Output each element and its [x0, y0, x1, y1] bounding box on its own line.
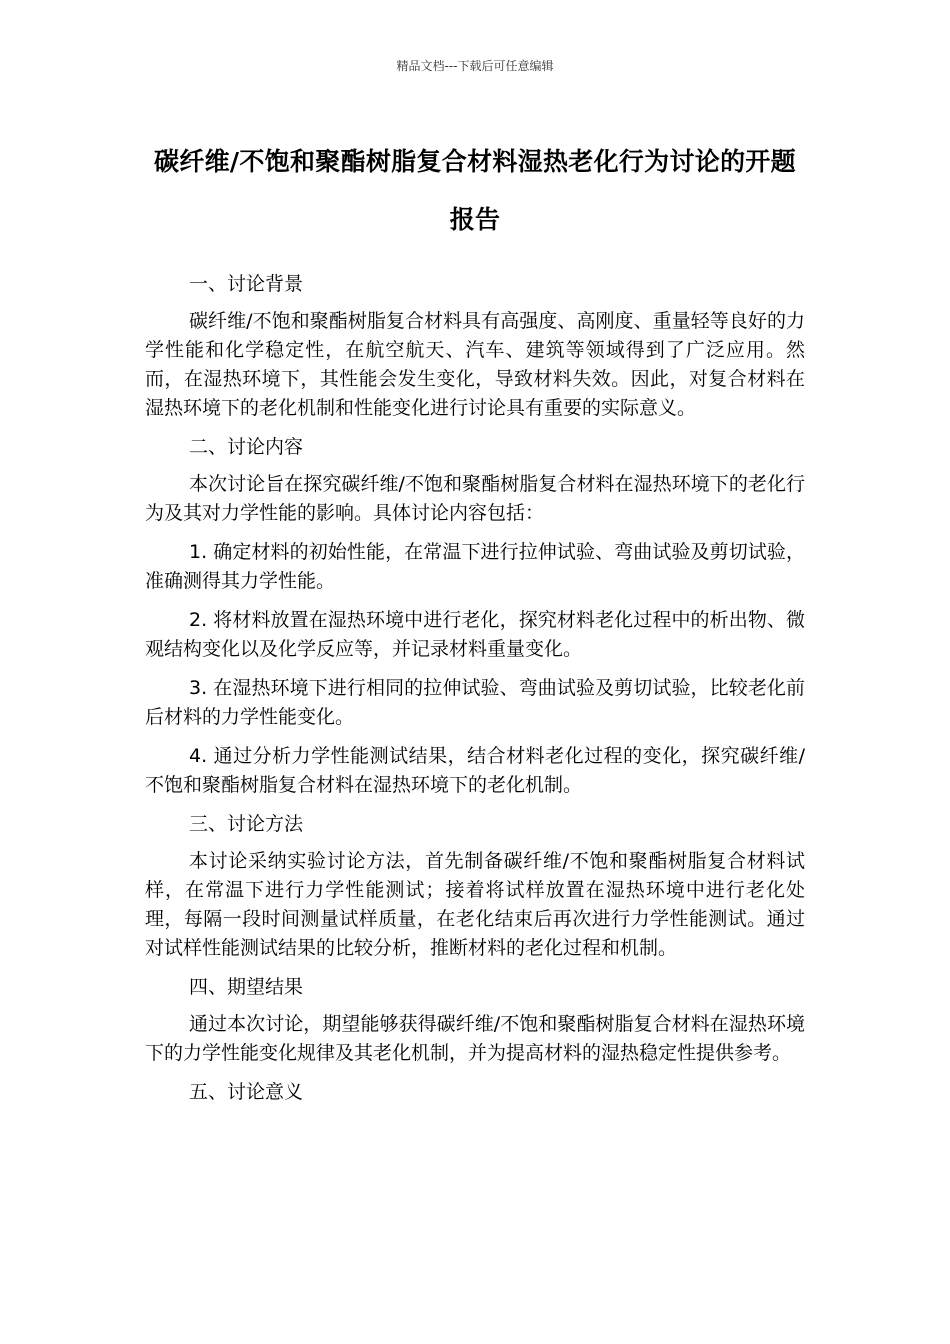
list-item-content-4: 4. 通过分析力学性能测试结果，结合材料老化过程的变化，探究碳纤维/不饱和聚酯树脂复合材料在湿热环境下的老化机制。 — [145, 745, 805, 796]
section-heading-background: 一、讨论背景 — [189, 273, 304, 295]
section-heading-method: 三、讨论方法 — [189, 813, 304, 835]
page-header: 精品文档---下载后可任意编辑 — [396, 59, 554, 73]
document-title: 碳纤维/不饱和聚酯树脂复合材料湿热老化行为讨论的开题报告 — [154, 147, 796, 234]
paragraph-method: 本讨论采纳实验讨论方法，首先制备碳纤维/不饱和聚酯树脂复合材料试样，在常温下进行力学性能测试；接着将试样放置在湿热环境中进行老化处理，每隔一段时间测量试样质量，在老化结束后再次进行力学性能测试。通过对试样性能测试结果的比较分析，推断材料的老化过程和机制。 — [145, 850, 805, 959]
paragraph-content-intro: 本次讨论旨在探究碳纤维/不饱和聚酯树脂复合材料在湿热环境下的老化行为及其对力学性能的影响。具体讨论内容包括： — [145, 473, 805, 524]
section-heading-content: 二、讨论内容 — [189, 436, 304, 458]
list-item-content-1: 1. 确定材料的初始性能，在常温下进行拉伸试验、弯曲试验及剪切试验，准确测得其力学性能。 — [145, 541, 805, 592]
document-body — [145, 270, 805, 1115]
section-heading-expected-results: 四、期望结果 — [189, 976, 304, 998]
list-item-content-2: 2. 将材料放置在湿热环境中进行老化，探究材料老化过程中的析出物、微观结构变化以及化学反应等，并记录材料重量变化。 — [145, 609, 805, 660]
section-heading-significance: 五、讨论意义 — [189, 1081, 304, 1103]
list-item-content-3: 3. 在湿热环境下进行相同的拉伸试验、弯曲试验及剪切试验，比较老化前后材料的力学性能变化。 — [145, 677, 805, 728]
paragraph-background: 碳纤维/不饱和聚酯树脂复合材料具有高强度、高刚度、重量轻等良好的力学性能和化学稳定性，在航空航天、汽车、建筑等领域得到了广泛应用。然而，在湿热环境下，其性能会发生变化，导致材料失效。因此，对复合材料在湿热环境下的老化机制和性能变化进行讨论具有重要的实际意义。 — [145, 310, 805, 419]
paragraph-expected-results: 通过本次讨论，期望能够获得碳纤维/不饱和聚酯树脂复合材料在湿热环境下的力学性能变化规律及其老化机制，并为提高材料的湿热稳定性提供参考。 — [145, 1013, 805, 1064]
